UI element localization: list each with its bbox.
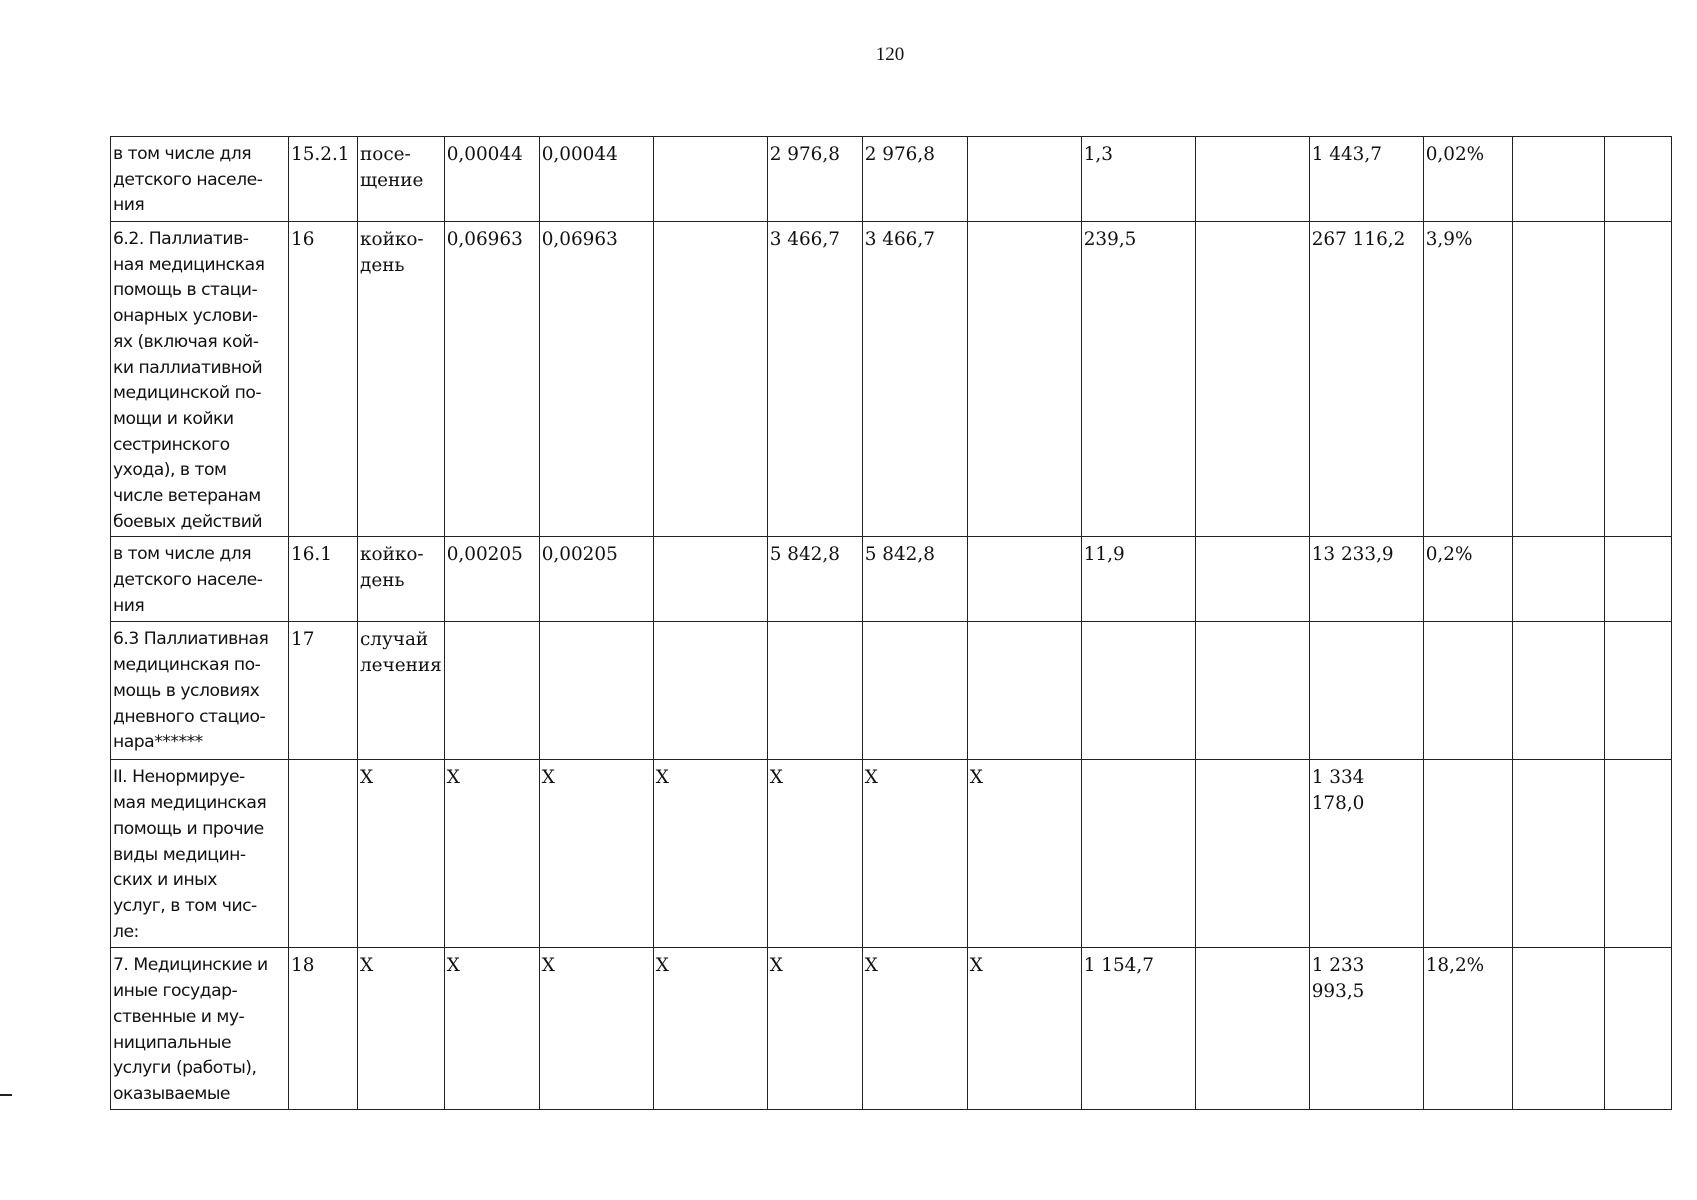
table-cell: 0,02%: [1423, 137, 1512, 222]
table-cell: [1604, 760, 1671, 948]
page-number: 120: [875, 44, 905, 65]
row-label-cell: в том числе для детского населе- ния: [111, 537, 289, 622]
table-cell: [1512, 948, 1604, 1109]
table-cell: [1423, 760, 1512, 948]
table-cell: X: [862, 760, 967, 948]
table-cell: случай лечения: [358, 622, 445, 760]
table-cell: [1195, 537, 1309, 622]
table-cell: X: [358, 948, 445, 1109]
table-cell: [653, 222, 767, 537]
table-cell: 0,2%: [1423, 537, 1512, 622]
table-cell: X: [539, 948, 653, 1109]
table-cell: койко- день: [358, 222, 445, 537]
table-cell: 0,00044: [444, 137, 539, 222]
table-cell: 11,9: [1081, 537, 1195, 622]
table-cell: 5 842,8: [767, 537, 862, 622]
table-cell: [653, 622, 767, 760]
table-cell: 0,00044: [539, 137, 653, 222]
table-cell: 5 842,8: [862, 537, 967, 622]
table-cell: [967, 137, 1081, 222]
table-cell: [653, 537, 767, 622]
table-cell: посе- щение: [358, 137, 445, 222]
table-cell: [1512, 760, 1604, 948]
table-cell: X: [967, 948, 1081, 1109]
margin-mark: [0, 1094, 12, 1096]
table-cell: [1604, 622, 1671, 760]
table-cell: 16.1: [289, 537, 358, 622]
table-cell: [444, 622, 539, 760]
table-cell: [539, 622, 653, 760]
table-row: [111, 137, 1672, 222]
row-label-cell: 7. Медицинские и иные государ- ственные и му- ниципальные услуги (работы), оказываемые: [111, 948, 289, 1109]
table-cell: 239,5: [1081, 222, 1195, 537]
table-cell: X: [862, 948, 967, 1109]
row-label-cell: II. Ненормируе- мая медицинская помощь и прочие виды медицин- ских и иных услуг, в том чис- ле:: [111, 760, 289, 948]
table-cell: 17: [289, 622, 358, 760]
table-cell: койко- день: [358, 537, 445, 622]
table-cell: 0,00205: [444, 537, 539, 622]
table-cell: 2 976,8: [862, 137, 967, 222]
table-row: [111, 537, 1672, 622]
data-table: [110, 136, 1672, 1110]
table-cell: [1195, 222, 1309, 537]
table-cell: [1512, 222, 1604, 537]
table-row: [111, 948, 1672, 1109]
table-cell: [1195, 948, 1309, 1109]
row-label-cell: 6.2. Паллиатив- ная медицинская помощь в стаци- онарных услови- ях (включая кой- ки паллиативной медицинской по- мощи и койки сестринского ухода), в том числе ветеранам боевых действий: [111, 222, 289, 537]
table-row: [111, 760, 1672, 948]
table-cell: 1,3: [1081, 137, 1195, 222]
table-cell: [653, 137, 767, 222]
table-cell: [1423, 622, 1512, 760]
table-cell: [967, 222, 1081, 537]
table-cell: [1604, 537, 1671, 622]
table-cell: X: [653, 948, 767, 1109]
table-cell: [1604, 222, 1671, 537]
table-cell: [1195, 622, 1309, 760]
table-cell: [1081, 622, 1195, 760]
table-cell: [967, 537, 1081, 622]
table-cell: [1512, 137, 1604, 222]
table-cell: [967, 622, 1081, 760]
table-cell: [1512, 622, 1604, 760]
table-cell: X: [653, 760, 767, 948]
table-cell: 1 443,7: [1309, 137, 1423, 222]
table-cell: 18,2%: [1423, 948, 1512, 1109]
table-cell: 13 233,9: [1309, 537, 1423, 622]
table-cell: 0,00205: [539, 537, 653, 622]
table-cell: 16: [289, 222, 358, 537]
table-cell: X: [358, 760, 445, 948]
table-row: [111, 222, 1672, 537]
table-cell: [1309, 622, 1423, 760]
table-cell: [1195, 137, 1309, 222]
table-cell: X: [444, 948, 539, 1109]
table-cell: X: [967, 760, 1081, 948]
table-cell: X: [767, 948, 862, 1109]
table-cell: 18: [289, 948, 358, 1109]
table-cell: [1604, 137, 1671, 222]
table-cell: 3 466,7: [767, 222, 862, 537]
table-cell: 2 976,8: [767, 137, 862, 222]
table-cell: 3 466,7: [862, 222, 967, 537]
table-cell: [862, 622, 967, 760]
table-cell: [767, 622, 862, 760]
row-label-cell: в том числе для детского населе- ния: [111, 137, 289, 222]
table-row: [111, 622, 1672, 760]
table-cell: X: [767, 760, 862, 948]
table-cell: [289, 760, 358, 948]
table-cell: 267 116,2: [1309, 222, 1423, 537]
table-cell: [1081, 760, 1195, 948]
table-cell: 1 154,7: [1081, 948, 1195, 1109]
table-cell: 3,9%: [1423, 222, 1512, 537]
table-cell: [1512, 537, 1604, 622]
table-cell: [1604, 948, 1671, 1109]
table-cell: 0,06963: [539, 222, 653, 537]
row-label-cell: 6.3 Паллиативная медицинская по- мощь в условиях дневного стацио- нара******: [111, 622, 289, 760]
table-cell: 0,06963: [444, 222, 539, 537]
table-cell: 1 233 993,5: [1309, 948, 1423, 1109]
table-cell: X: [444, 760, 539, 948]
table-cell: 15.2.1: [289, 137, 358, 222]
table-cell: 1 334 178,0: [1309, 760, 1423, 948]
table-cell: X: [539, 760, 653, 948]
table-cell: [1195, 760, 1309, 948]
table-body: [111, 137, 1672, 1110]
